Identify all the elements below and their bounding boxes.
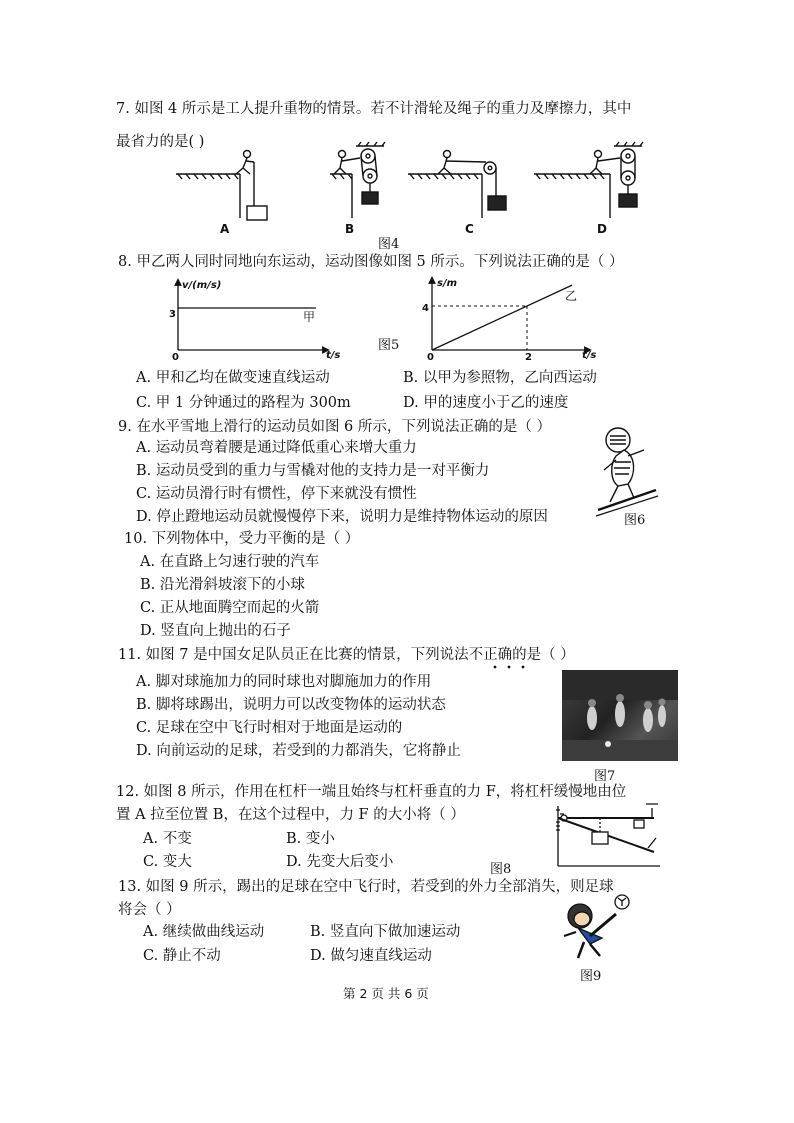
fig5-caption: 图5 [378, 338, 400, 353]
vt-ylabel: v/(m/s) [182, 280, 222, 291]
q9-option-b: B. 运动员受到的重力与雪橇对他的支持力是一对平衡力 [136, 463, 490, 479]
st-ytick-4: 4 [422, 303, 429, 314]
q11-option-a: A. 脚对球施加力的同时球也对脚施加力的作用 [136, 674, 432, 690]
figure-9-kicker-cartoon [560, 892, 640, 962]
q11-option-d: D. 向前运动的足球，若受到的力都消失，它将静止 [136, 743, 461, 759]
q13-option-d: D. 做匀速直线运动 [310, 948, 432, 964]
q7-stem-line2: 最省力的是( ) [116, 134, 205, 150]
q12-option-c: C. 变大 [143, 854, 192, 870]
q11-stem: 11. 如图 7 是中国女足队员正在比赛的情景，下列说法不正确的是（ ） [118, 647, 575, 663]
fig8-caption: 图8 [490, 862, 512, 877]
vt-ytick-3: 3 [169, 309, 176, 320]
q10-option-d: D. 竖直向上抛出的石子 [140, 623, 291, 639]
q12-stem-line1: 12. 如图 8 所示，作用在杠杆一端且始终与杠杆垂直的力 F，将杠杆缓慢地由位 [116, 784, 627, 800]
q11-option-c: C. 足球在空中飞行时相对于地面是运动的 [136, 720, 403, 736]
q13-option-c: C. 静止不动 [143, 948, 221, 964]
q12-option-b: B. 变小 [286, 831, 335, 847]
yi-distance-line [432, 285, 572, 350]
q9-option-a: A. 运动员弯着腰是通过降低重心来增大重力 [136, 440, 417, 456]
q12-option-a: A. 不变 [143, 831, 192, 847]
q8-stem: 8. 甲乙两人同时同地向东运动，运动图像如图 5 所示。下列说法正确的是（ ） [118, 254, 624, 270]
q10-option-b: B. 沿光滑斜坡滚下的小球 [140, 577, 305, 593]
q10-option-a: A. 在直路上匀速行驶的汽车 [140, 554, 320, 570]
st-xtick-2: 2 [525, 352, 532, 363]
q7-stem-line1: 7. 如图 4 所示是工人提升重物的情景。若不计滑轮及绳子的重力及摩擦力，其中 [116, 101, 632, 117]
fig6-caption: 图6 [624, 513, 646, 528]
figure-8-lever [548, 800, 668, 870]
fig7-caption: 图7 [594, 769, 616, 784]
fig4-caption: 图4 [378, 237, 400, 252]
q8-option-c: C. 甲 1 分钟通过的路程为 300m [136, 395, 351, 411]
q8-option-a: A. 甲和乙均在做变速直线运动 [136, 370, 330, 386]
fig4-label-b: B [345, 222, 355, 236]
q8-option-d: D. 甲的速度小于乙的速度 [403, 395, 569, 411]
q9-stem: 9. 在水平雪地上滑行的运动员如图 6 所示，下列说法正确的是（ ） [118, 419, 551, 435]
page-footer: 第 2 页 共 6 页 [343, 986, 429, 1001]
q9-option-d: D. 停止蹬地运动员就慢慢停下来，说明力是维持物体运动的原因 [136, 509, 548, 525]
fig4-label-c: C [465, 222, 474, 236]
q9-option-c: C. 运动员滑行时有惯性，停下来就没有惯性 [136, 486, 417, 502]
st-ylabel: s/m [437, 278, 458, 289]
fig9-caption: 图9 [580, 969, 602, 984]
q10-option-c: C. 正从地面腾空而起的火箭 [140, 600, 320, 616]
q12-stem-line2: 置 A 拉至位置 B，在这个过程中，力 F 的大小将（ ） [116, 807, 465, 823]
fig4-label-d: D [597, 222, 607, 236]
figure-7-soccer-photo [562, 670, 678, 761]
q12-option-d: D. 先变大后变小 [286, 854, 394, 870]
vt-xlabel: t/s [326, 350, 341, 361]
emphasis-dots [492, 664, 552, 670]
fig4-label-a: A [220, 222, 230, 236]
figure-4-pulley-diagrams [0, 148, 794, 228]
vt-series-label-jia: 甲 [303, 310, 316, 324]
vt-origin: 0 [172, 352, 179, 363]
st-origin: 0 [427, 352, 434, 363]
st-xlabel: t/s [582, 350, 597, 361]
q8-option-b: B. 以甲为参照物，乙向西运动 [403, 370, 597, 386]
q11-option-b: B. 脚将球踢出，说明力可以改变物体的运动状态 [136, 697, 446, 713]
q10-stem: 10. 下列物体中，受力平衡的是（ ） [124, 531, 360, 547]
q13-stem-line1: 13. 如图 9 所示，踢出的足球在空中飞行时，若受到的外力全部消失，则足球 [118, 879, 614, 895]
q13-option-a: A. 继续做曲线运动 [143, 924, 265, 940]
q13-option-b: B. 竖直向下做加速运动 [310, 924, 461, 940]
st-series-label-yi: 乙 [565, 289, 578, 303]
q13-stem-line2: 将会（ ） [118, 902, 181, 918]
